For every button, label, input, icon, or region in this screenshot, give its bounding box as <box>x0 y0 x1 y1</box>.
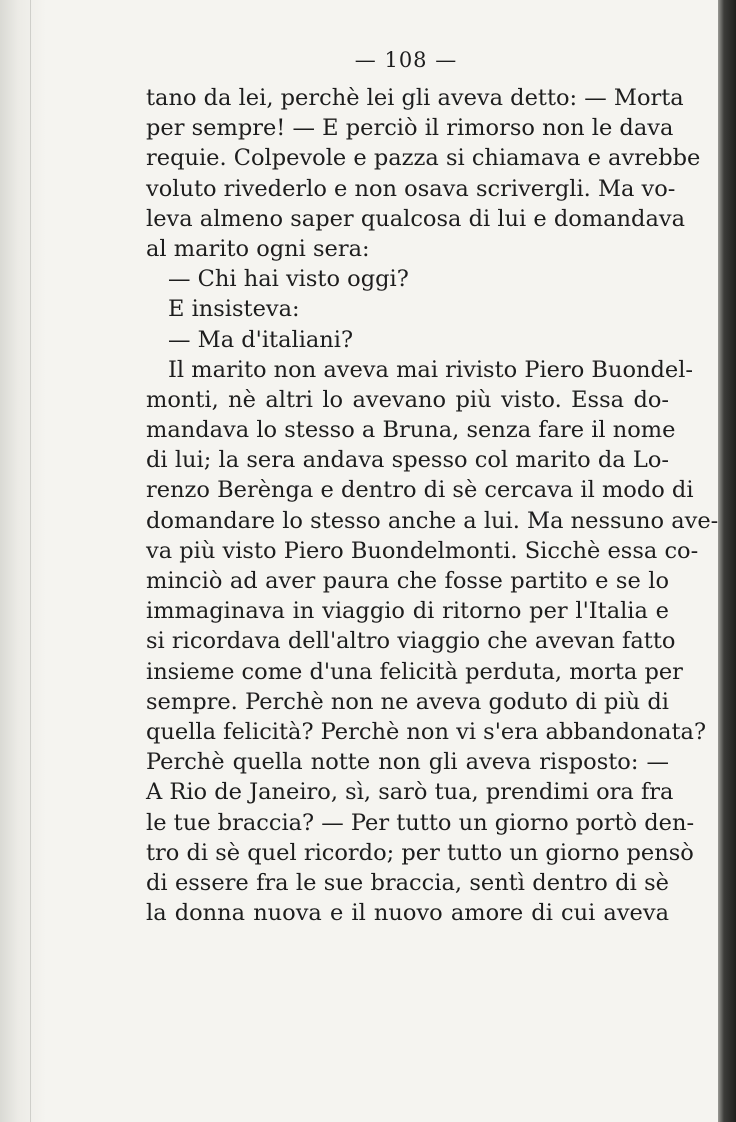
text-line: leva almeno saper qualcosa di lui e domandava <box>146 205 685 232</box>
text-line: voluto rivederlo e non osava scrivergli. Ma vo- <box>146 175 676 202</box>
text-line: quella felicità? Perchè non vi s'era abbandonata? <box>146 718 707 745</box>
text-line: va più visto Piero Buondelmonti. Sicchè essa co- <box>146 537 699 564</box>
text-line: renzo Berènga e dentro di sè cercava il modo di <box>146 477 694 504</box>
text-line: minciò ad aver paura che fosse partito e se lo <box>146 568 669 594</box>
text-line: per sempre! — E perciò il rimorso non le dava <box>146 115 674 142</box>
text-line: E insisteva: <box>168 296 300 323</box>
text-line: A Rio de Janeiro, sì, sarò tua, prendimi ora fra <box>146 779 674 806</box>
text-line: la donna nuova e il nuovo amore di cui aveva <box>146 900 669 927</box>
text-line: si ricordava dell'altro viaggio che avevan fatto <box>146 628 676 655</box>
page-number: — 108 — <box>354 48 458 72</box>
text-line: monti, nè altri lo avevano più visto. Essa do- <box>146 386 669 413</box>
text-line: mandava lo stesso a Bruna, senza fare il nome <box>146 417 676 444</box>
text-line: immaginava in viaggio di ritorno per l'Italia e <box>146 598 669 625</box>
text-line: al marito ogni sera: <box>146 235 370 262</box>
body-text <box>146 83 719 928</box>
text-line: — Ma d'italiani? <box>168 326 354 353</box>
text-line: sempre. Perchè non ne aveva goduto di più di <box>146 688 669 715</box>
text-line: tro di sè quel ricordo; per tutto un giorno pensò <box>146 839 694 866</box>
text-line: Perchè quella notte non gli aveva risposto: — <box>146 749 669 776</box>
text-line: — Chi hai visto oggi? <box>168 266 409 293</box>
text-line: di essere fra le sue braccia, sentì dentro di sè <box>146 869 669 896</box>
page-gutter-shadow <box>0 0 46 1122</box>
text-line: tano da lei, perchè lei gli aveva detto: — Morta <box>146 85 684 111</box>
text-line: requie. Colpevole e pazza si chiamava e avrebbe <box>146 145 701 172</box>
text-line: Il marito non aveva mai rivisto Piero Buondel- <box>168 356 694 383</box>
text-line: insieme come d'una felicità perduta, morta per <box>146 658 683 685</box>
text-line: le tue braccia? — Per tutto un giorno portò den- <box>146 809 695 836</box>
gutter-line <box>30 0 31 1122</box>
text-line: domandare lo stesso anche a lui. Ma nessuno ave- <box>146 507 719 534</box>
page-edge-shadow <box>718 0 736 1122</box>
text-line: di lui; la sera andava spesso col marito da Lo- <box>146 447 669 474</box>
